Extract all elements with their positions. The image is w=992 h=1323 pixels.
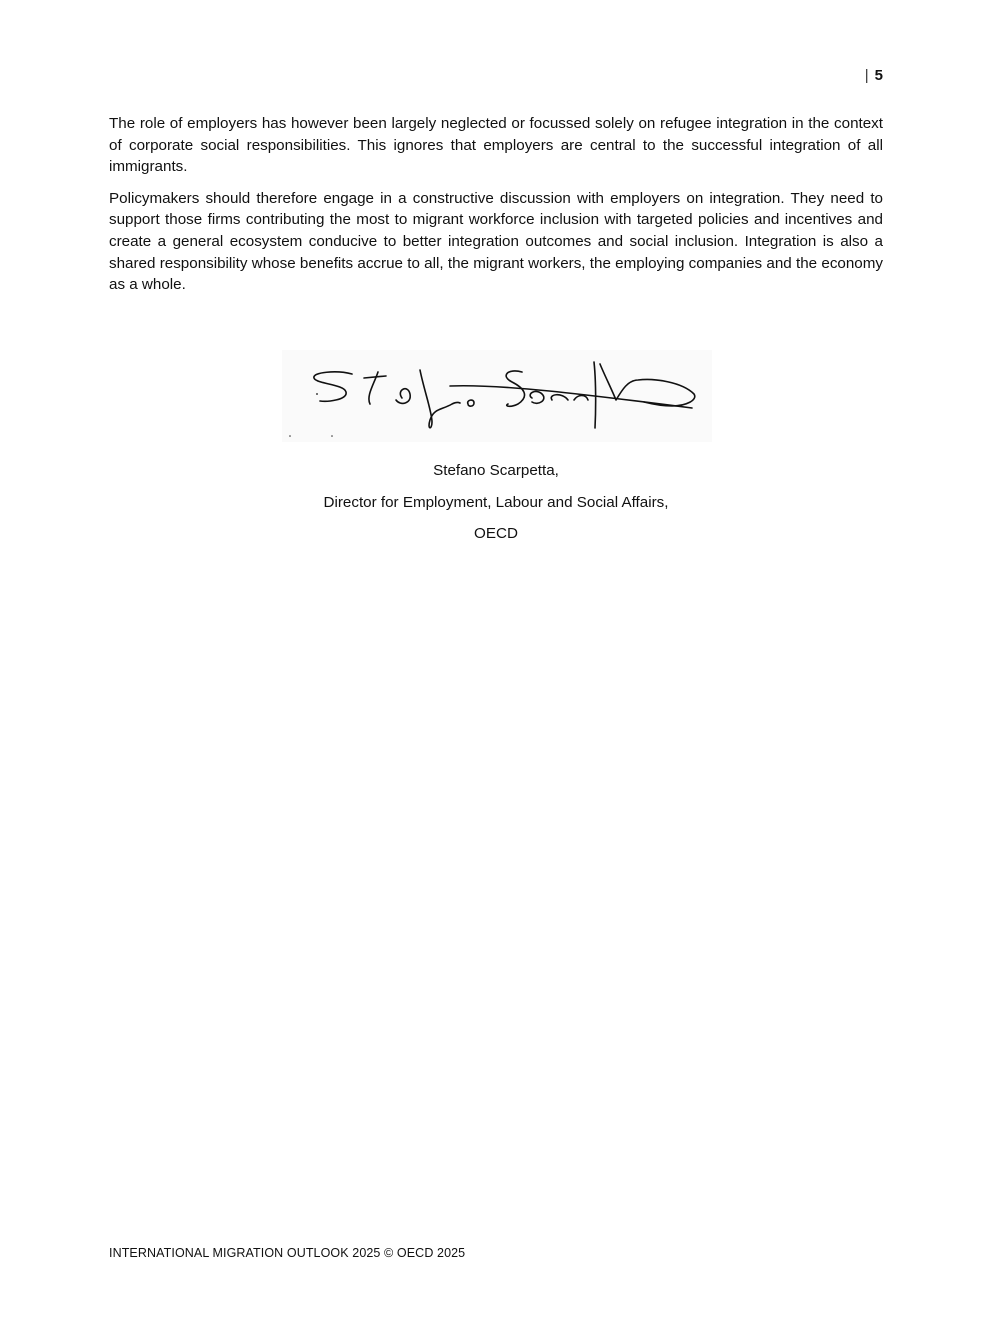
page-number (865, 66, 883, 86)
page-number-value: 5 (874, 67, 883, 84)
signatory-name: Stefano Scarpetta, (433, 462, 559, 479)
page-number-separator: | (864, 67, 869, 84)
signature-block (0, 455, 992, 550)
signatory-title: Director for Employment, Labour and Social Affairs, (323, 493, 669, 511)
paragraph: Policymakers should therefore engage in a constructive discussion with employers on integration. They need to support those firms contributing the most to migrant workforce inclusion with targeted policies and incentives and create a general ecosystem conducive to better integration outcomes and social inclusion. Integration is also a shared responsibility whose benefits accrue to all, the migrant workers, the employing companies and the economy as a whole. (109, 189, 883, 294)
signature-image (282, 350, 712, 442)
paragraph: The role of employers has however been largely neglected or focussed solely on refugee integration in the context of corporate social responsibilities. This ignores that employers are central to the successful integration of all immigrants. (109, 115, 883, 176)
body-text (109, 113, 883, 306)
signatory-organization: OECD (474, 525, 518, 542)
page-footer: INTERNATIONAL MIGRATION OUTLOOK 2025 © OECD 2025 (109, 1246, 466, 1260)
